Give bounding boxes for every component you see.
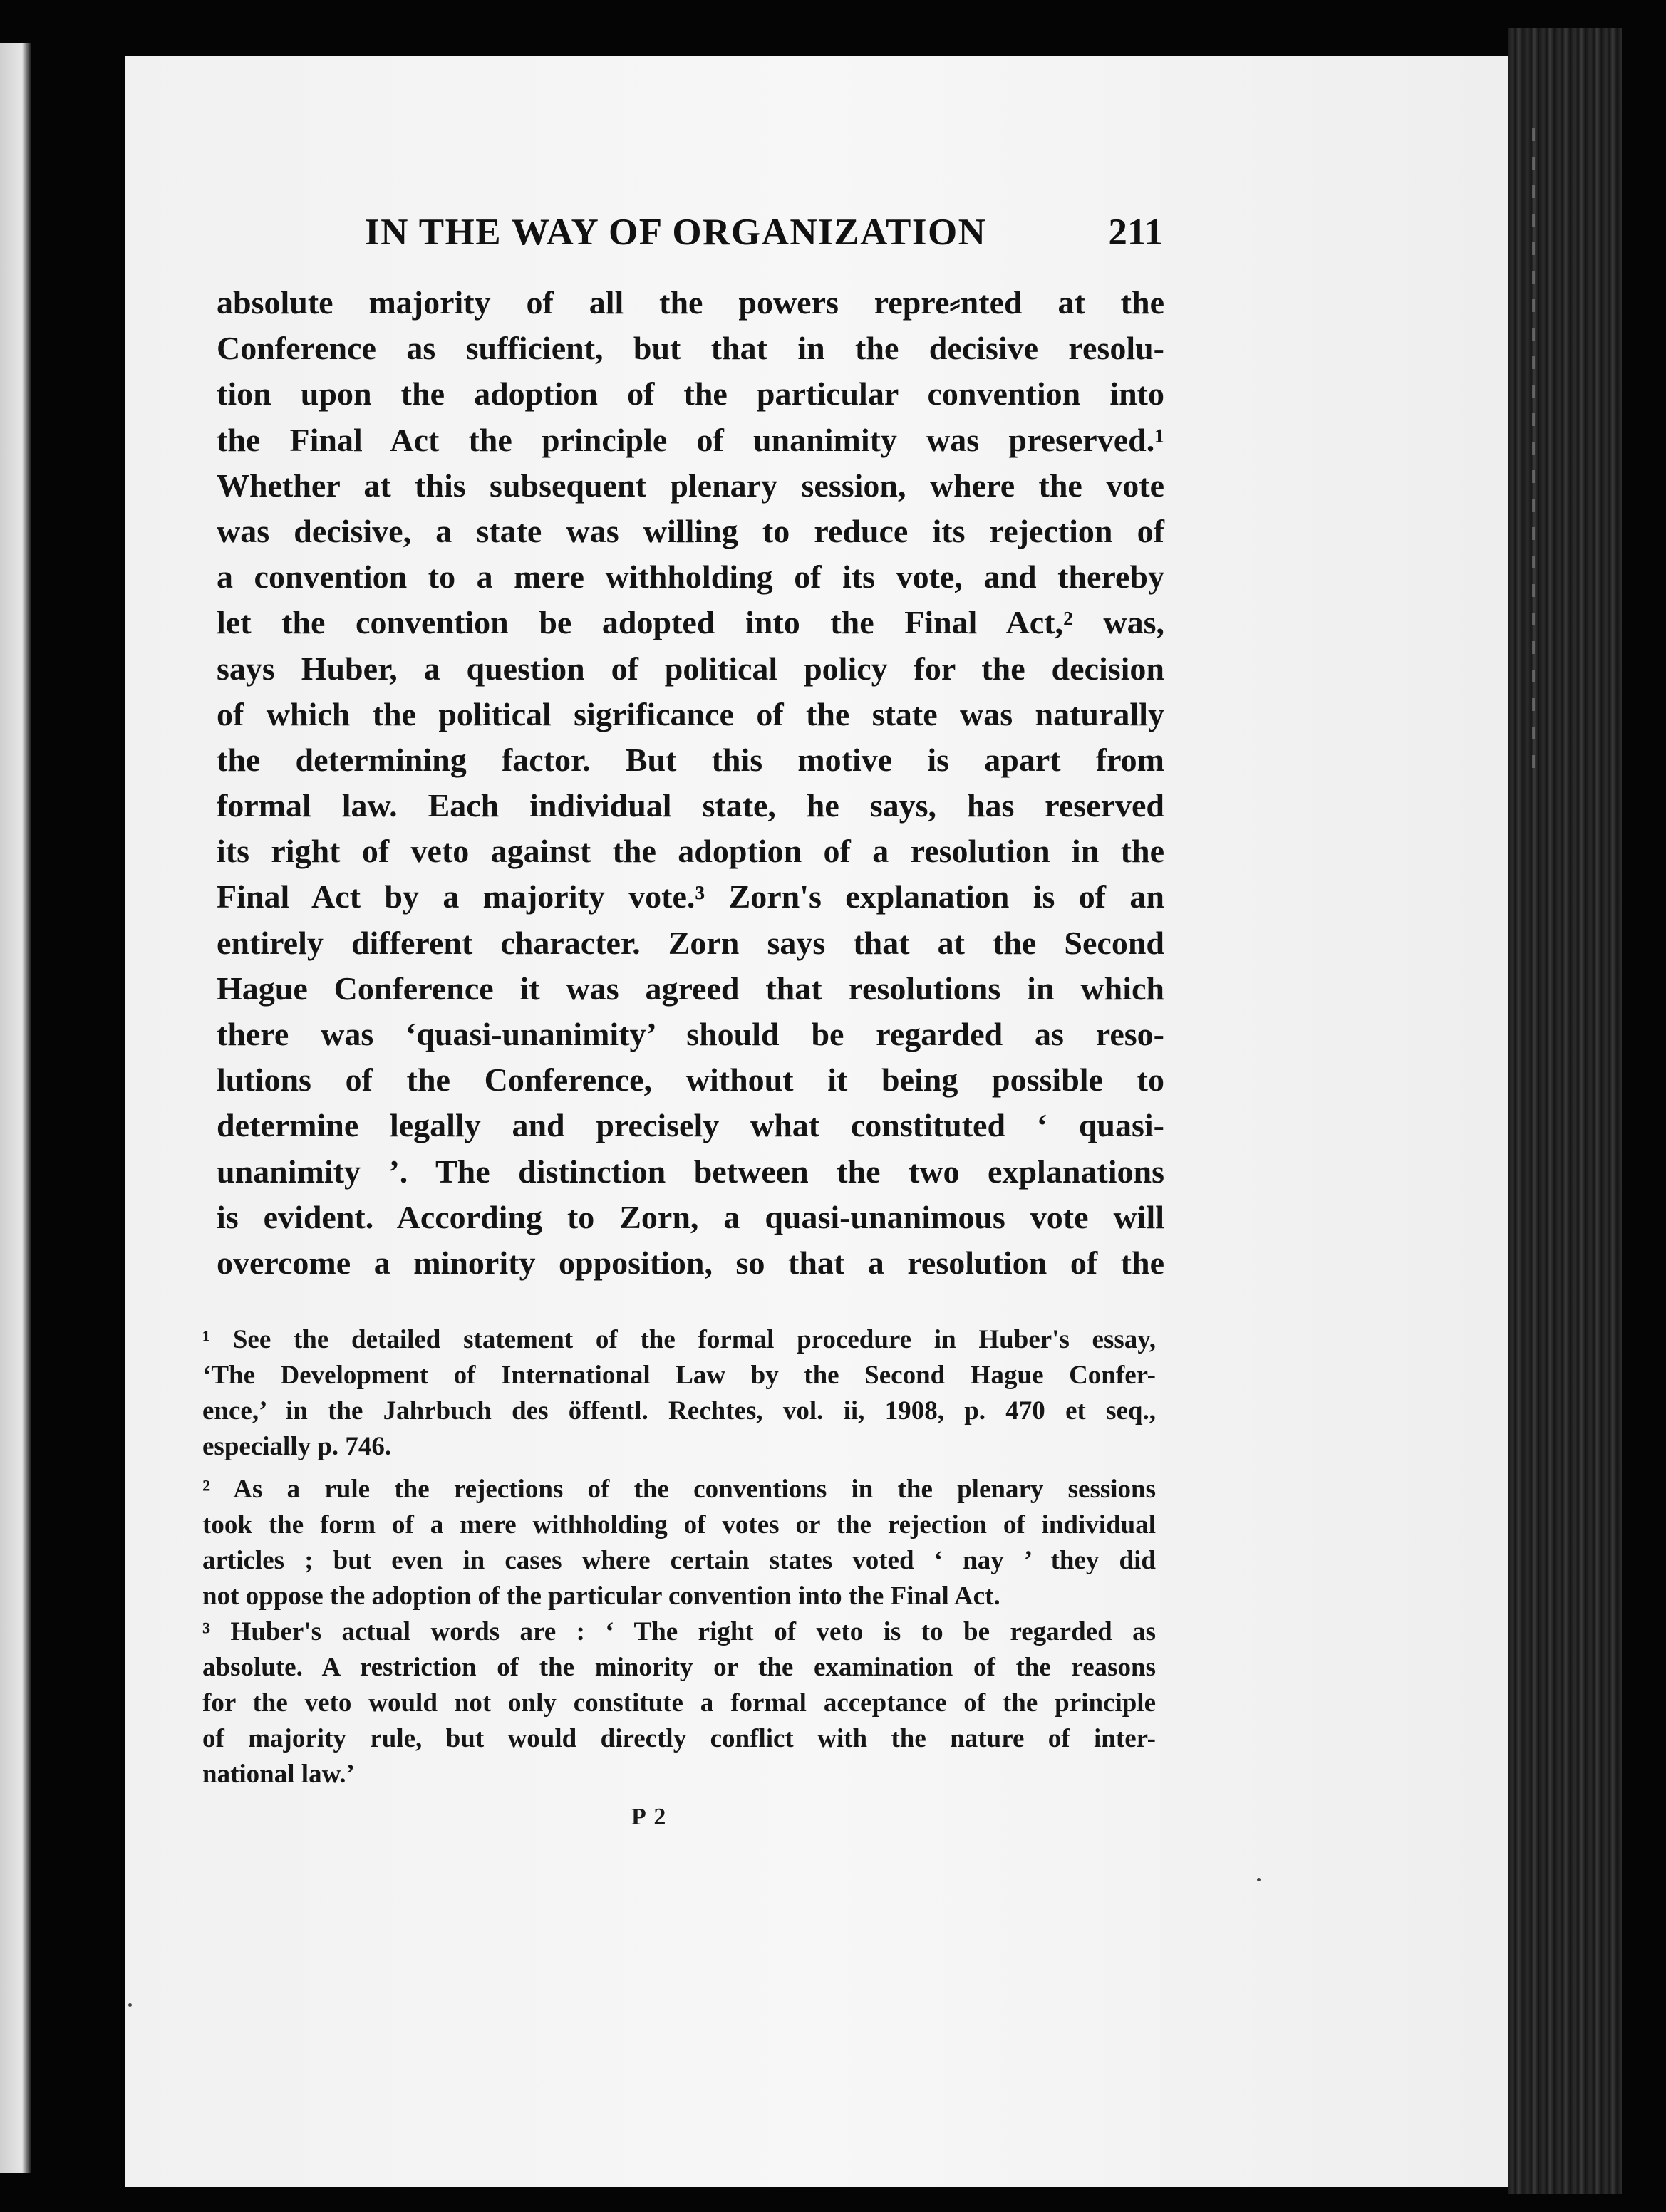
body-line: entirely different character. Zorn says that at the Second [217, 924, 1164, 961]
body-line: determine legally and precisely what constituted ‘ quasi- [217, 1107, 1164, 1144]
facing-page-edge [0, 43, 31, 2173]
body-line: lutions of the Conference, without it being possible to [217, 1061, 1164, 1099]
running-title: IN THE WAY OF ORGANIZATION [365, 212, 987, 253]
body-line: let the convention be adopted into the Final Act,² was, [217, 604, 1164, 641]
body-line: tion upon the adoption of the particular convention into [217, 375, 1164, 412]
footnote-line: ² As a rule the rejections of the conventions in the plenary sessions [202, 1475, 1156, 1504]
footnote-line: not oppose the adoption of the particular convention into the Final Act. [202, 1582, 1000, 1611]
footnote-3 [202, 1614, 1156, 1792]
footnote-line: articles ; but even in cases where certain states voted ‘ nay ’ they did [202, 1546, 1156, 1575]
body-line: its right of veto against the adoption of a resolution in the [217, 833, 1164, 870]
body-line: Final Act by a majority vote.³ Zorn's explanation is of an [217, 878, 1164, 915]
body-line: the Final Act the principle of unanimity was preserved.¹ [217, 421, 1164, 458]
footnote-line: especially p. 746. [202, 1432, 392, 1461]
footnote-line: took the form of a mere withholding of votes or the rejection of individual [202, 1510, 1156, 1539]
body-line: formal law. Each individual state, he says, has reserved [217, 787, 1164, 824]
footnote-line: absolute. A restriction of the minority or the examination of the reasons [202, 1653, 1156, 1682]
body-line: overcome a minority opposition, so that a resolution of the [217, 1244, 1164, 1281]
paper-speck [1257, 1878, 1261, 1881]
body-line: Whether at this subsequent plenary session, where the vote [217, 467, 1164, 504]
footnote-line: ³ Huber's actual words are : ‘ The right of veto is to be regarded as [202, 1617, 1156, 1646]
footnote-gap [202, 1465, 1156, 1472]
body-line: absolute majority of all the powers repre⸗nted at the [217, 284, 1164, 321]
footnote-line: ence,’ in the Jahrbuch des öffentl. Rechtes, vol. ii, 1908, p. 470 et seq., [202, 1396, 1156, 1426]
body-line: there was ‘quasi-unanimity’ should be regarded as reso- [217, 1016, 1164, 1052]
body-text [217, 280, 1164, 1286]
footnote-2 [202, 1472, 1156, 1614]
footnote-line: national law.’ [202, 1760, 355, 1789]
footnote-line: ¹ See the detailed statement of the formal procedure in Huber's essay, [202, 1325, 1156, 1354]
page-header [365, 211, 1163, 268]
footnotes [202, 1322, 1156, 1792]
footnote-1 [202, 1322, 1156, 1465]
printer-signature-mark: P 2 [631, 1804, 668, 1830]
book-spine [1508, 28, 1622, 2194]
spine-handwriting-marks [1532, 128, 1535, 769]
body-line: a convention to a mere withholding of its vote, and thereby [217, 559, 1164, 596]
body-line: of which the political sigrificance of the state was naturally [217, 695, 1164, 732]
body-line: was decisive, a state was willing to reduce its rejection of [217, 512, 1164, 549]
body-line: Conference as sufficient, but that in the decisive resolu- [217, 330, 1164, 367]
footnote-line: ‘The Development of International Law by the Second Hague Confer- [202, 1361, 1156, 1390]
body-line: says Huber, a question of political policy for the decision [217, 650, 1164, 687]
body-line: Hague Conference it was agreed that resolutions in which [217, 970, 1164, 1007]
page-number: 211 [1108, 212, 1163, 253]
body-line: the determining factor. But this motive is apart from [217, 741, 1164, 778]
body-line: is evident. According to Zorn, a quasi-unanimous vote will [217, 1198, 1164, 1235]
footnote-line: for the veto would not only constitute a formal acceptance of the principle [202, 1688, 1156, 1718]
body-line: unanimity ’. The distinction between the two explanations [217, 1153, 1164, 1190]
paper-speck [128, 2003, 132, 2007]
footnote-line: of majority rule, but would directly conflict with the nature of inter- [202, 1724, 1156, 1753]
